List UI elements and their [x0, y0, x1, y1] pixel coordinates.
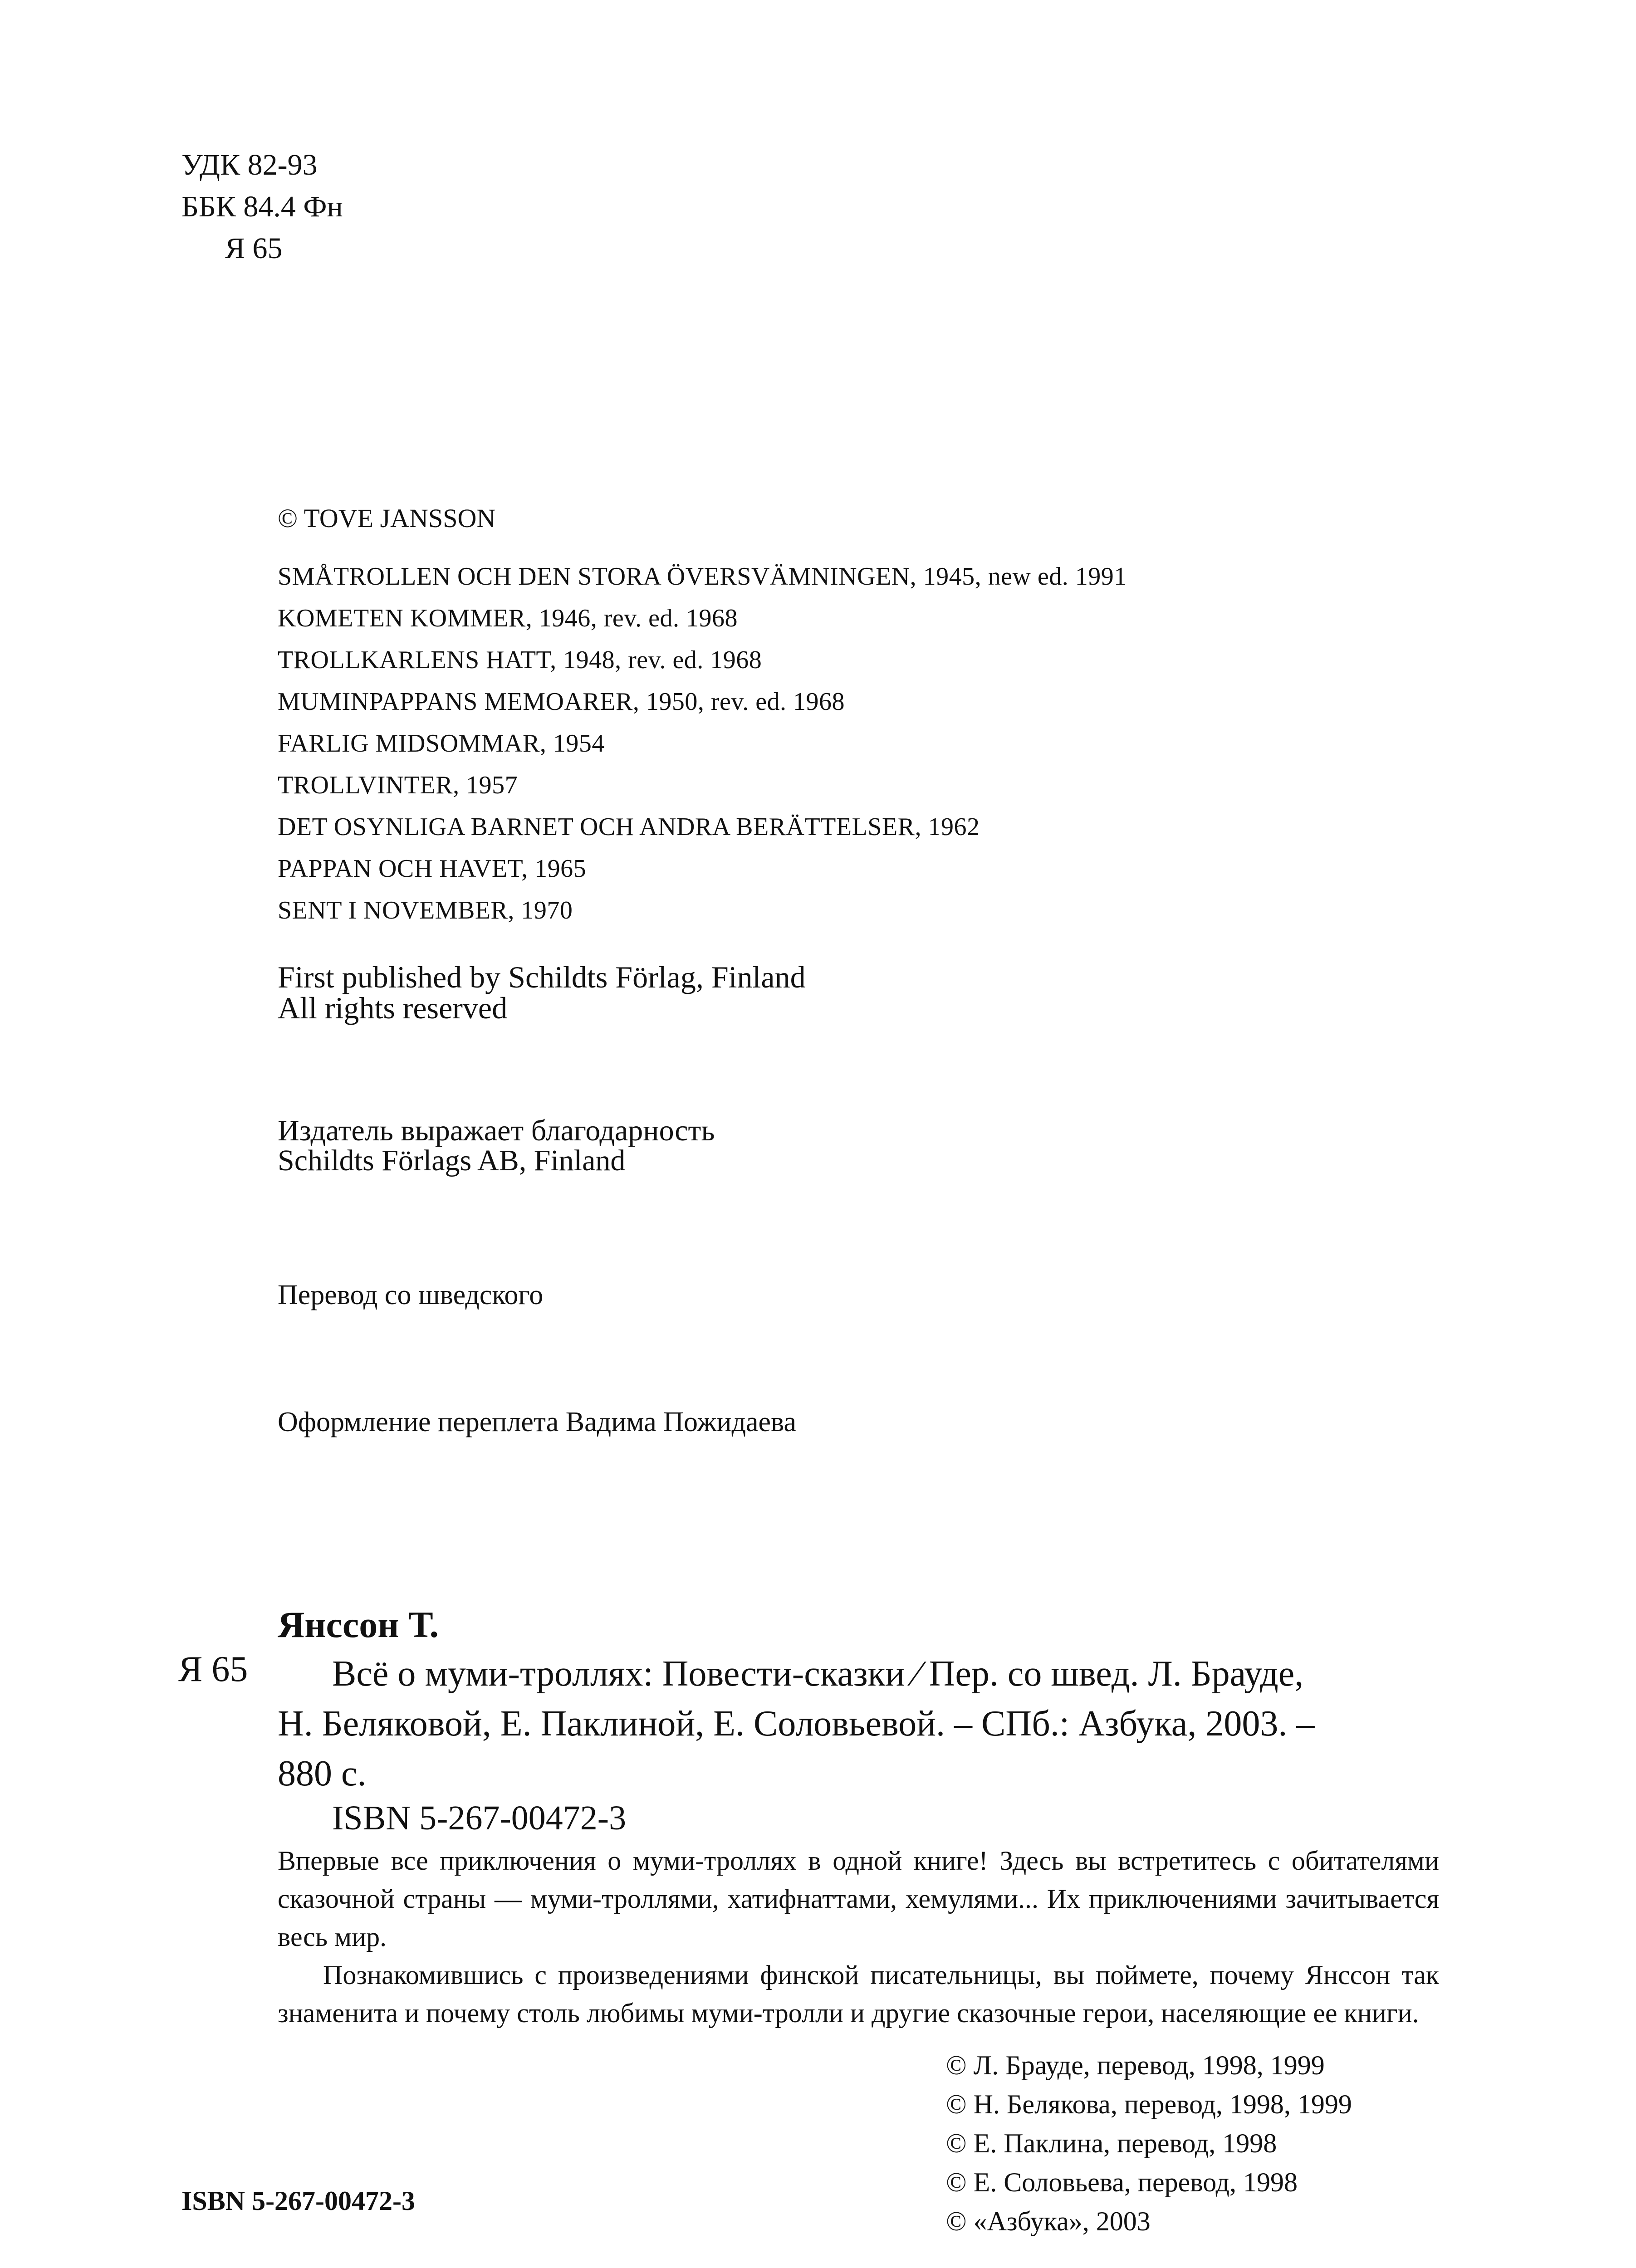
original-title: TROLLKARLENS HATT, 1948, rev. ed. 1968 [278, 646, 762, 674]
card-author: Янссон Т. [278, 1604, 439, 1645]
annotation [278, 1842, 1439, 2032]
original-title: KOMETEN KOMMER, 1946, rev. ed. 1968 [278, 604, 738, 632]
card-shelf-mark: Я 65 [178, 1649, 248, 1689]
isbn-footer: ISBN 5-267-00472-3 [181, 2186, 416, 2216]
card-line: 880 с. [278, 1754, 367, 1794]
annotation-paragraph: Познакомившись с произведениями финской писательницы, вы поймете, почему Янссон так знаменита и почему столь любимы муми-тролли и другие сказочные герои, населяющие ее книги. [278, 1960, 1439, 2028]
copyright-holder: © Е. Паклина, перевод, 1998 [946, 2128, 1277, 2158]
first-published-block [278, 962, 806, 1023]
original-title: DET OSYNLIGA BARNET OCH ANDRA BERÄTTELSER, 1962 [278, 813, 980, 841]
copyright-holders [946, 2046, 1352, 2241]
annotation-paragraph: Впервые все приключения о муми-троллях в одной книге! Здесь вы встретитесь с обитателями сказочной страны — муми-троллями, хатифнаттами, хемулями... Их приключениями зачитывается весь мир. [278, 1846, 1439, 1952]
acknowledgement-block [278, 1116, 715, 1176]
copyright-holder: © Е. Соловьева, перевод, 1998 [946, 2167, 1298, 2197]
bibliographic-description [278, 1649, 1421, 1799]
original-title: PAPPAN OCH HAVET, 1965 [278, 855, 587, 883]
original-title: SENT I NOVEMBER, 1970 [278, 896, 573, 924]
acknowledgement-line: Издатель выражает благодарность [278, 1114, 715, 1147]
copyright-holder: © Л. Брауде, перевод, 1998, 1999 [946, 2050, 1325, 2080]
cover-design-credit: Оформление переплета Вадима Пожидаева [278, 1407, 797, 1437]
bbk-code: ББК 84.4 Фн [181, 190, 343, 223]
author-mark: Я 65 [225, 232, 283, 265]
copyright-holder: © Н. Белякова, перевод, 1998, 1999 [946, 2089, 1352, 2119]
original-title: FARLIG MIDSOMMAR, 1954 [278, 729, 605, 758]
card-line: Н. Беляковой, Е. Паклиной, Е. Соловьевой. – СПб.: Азбука, 2003. – [278, 1704, 1315, 1744]
translation-note: Перевод со шведского [278, 1280, 544, 1310]
copyright-author: © TOVE JANSSON [278, 503, 496, 533]
original-title: SMÅTROLLEN OCH DEN STORA ÖVERSVÄMNINGEN, 1945, new ed. 1991 [278, 562, 1127, 591]
udc-code: УДК 82-93 [181, 148, 318, 181]
original-titles-list [278, 556, 1127, 931]
card-line: Всё о муми-троллях: Повести-сказки ⁄ Пер. со швед. Л. Брауде, [332, 1654, 1304, 1694]
original-title: TROLLVINTER, 1957 [278, 771, 518, 799]
copyright-holder: © «Азбука», 2003 [946, 2206, 1151, 2236]
first-published: First published by Schildts Förlag, Finland [278, 960, 806, 994]
original-title: MUMINPAPPANS MEMOARER, 1950, rev. ed. 1968 [278, 688, 845, 716]
classification-block [181, 144, 343, 269]
card-isbn: ISBN 5-267-00472-3 [332, 1799, 627, 1837]
rights-reserved: All rights reserved [278, 991, 508, 1025]
acknowledgement-publisher: Schildts Förlags AB, Finland [278, 1144, 626, 1177]
